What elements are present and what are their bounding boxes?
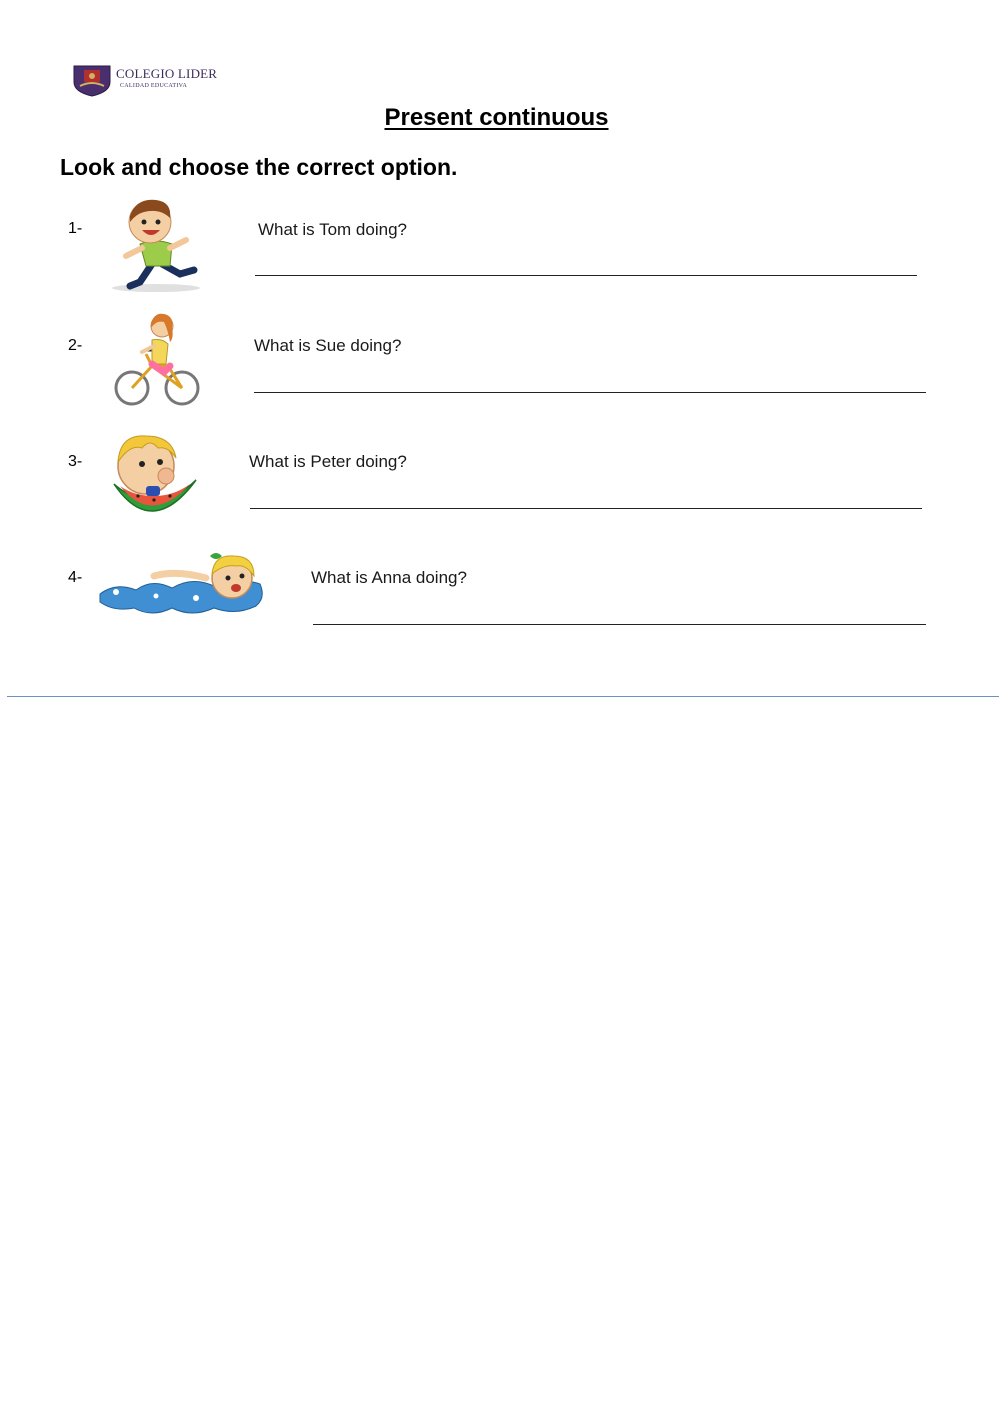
answer-line-4[interactable] [313, 624, 926, 625]
boy-running-icon [100, 194, 212, 294]
school-crest-icon [70, 62, 114, 98]
item-number-1: 1- [68, 220, 83, 237]
logo-name: COLEGIO LIDER [116, 66, 218, 81]
answer-line-2[interactable] [254, 392, 926, 393]
item-number-4: 4- [68, 569, 83, 586]
item-number-3: 3- [68, 453, 83, 470]
question-2: What is Sue doing? [254, 336, 402, 355]
girl-cycling-icon [108, 310, 204, 410]
girl-swimming-icon [96, 546, 268, 628]
question-1: What is Tom doing? [258, 220, 407, 239]
section-divider [7, 696, 999, 697]
instruction-heading: Look and choose the correct option. [60, 154, 458, 180]
question-3: What is Peter doing? [249, 452, 407, 471]
page-title: Present continuous [384, 104, 609, 131]
answer-line-3[interactable] [250, 508, 922, 509]
boy-eating-watermelon-icon [108, 428, 200, 528]
item-number-2: 2- [68, 337, 83, 354]
logo-tagline: CALIDAD EDUCATIVA [120, 83, 188, 89]
logo-text [116, 66, 217, 89]
answer-line-1[interactable] [255, 275, 917, 276]
school-logo [70, 62, 218, 98]
question-4: What is Anna doing? [311, 568, 467, 587]
